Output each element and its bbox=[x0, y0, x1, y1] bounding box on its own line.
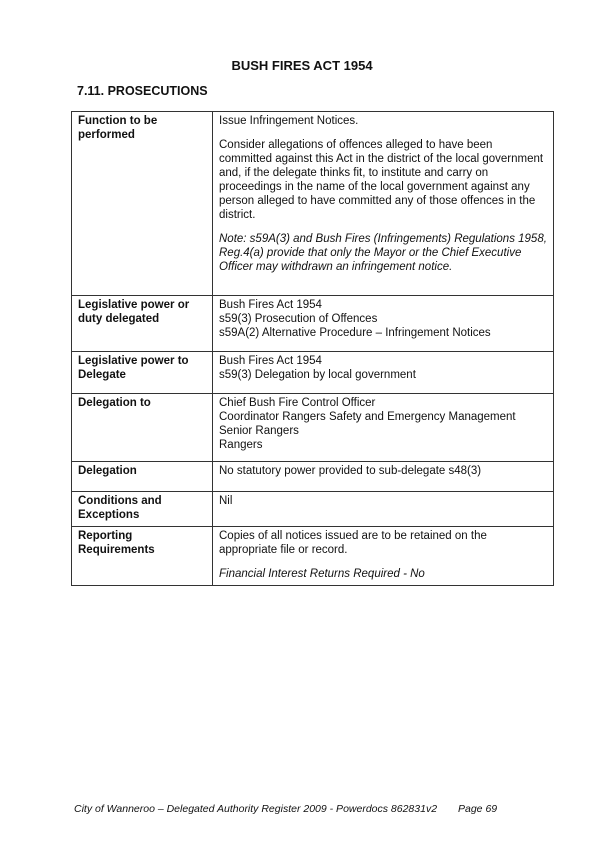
value-line: Coordinator Rangers Safety and Emergency Management bbox=[219, 411, 516, 423]
table-row bbox=[72, 394, 554, 462]
table-row bbox=[72, 527, 554, 586]
section-title: 7.11. PROSECUTIONS bbox=[77, 84, 208, 98]
row-label: Conditions and Exceptions bbox=[72, 492, 213, 527]
value-line: Rangers bbox=[219, 439, 263, 451]
row-label: Function to be performed bbox=[72, 112, 213, 296]
value-line: s59A(2) Alternative Procedure – Infringement Notices bbox=[219, 327, 491, 339]
row-value: No statutory power provided to sub-delegate s48(3) bbox=[213, 462, 554, 492]
reporting-note: Financial Interest Returns Required - No bbox=[219, 568, 425, 580]
value-line: Bush Fires Act 1954 bbox=[219, 355, 322, 367]
page-number: Page 69 bbox=[458, 803, 498, 815]
table-row bbox=[72, 296, 554, 352]
value-line: s59(3) Prosecution of Offences bbox=[219, 313, 378, 325]
value-line: Chief Bush Fire Control Officer bbox=[219, 397, 376, 409]
table-row bbox=[72, 462, 554, 492]
row-value bbox=[213, 527, 554, 586]
row-label: Delegation bbox=[72, 462, 213, 492]
function-text: Consider allegations of offences alleged to have been committed against this Act in the district of the local government and, if the delegate thinks fit, to institute and carry on proceedings in the name of the local government against any person alleged to have committed any of those offences in the district. bbox=[219, 139, 544, 221]
row-value: Nil bbox=[213, 492, 554, 527]
delegation-table bbox=[71, 111, 554, 586]
row-label: Delegation to bbox=[72, 394, 213, 462]
function-text: Issue Infringement Notices. bbox=[219, 115, 359, 127]
table-row bbox=[72, 492, 554, 527]
function-note: Note: s59A(3) and Bush Fires (Infringements) Regulations 1958, Reg.4(a) provide that only the Mayor or the Chief Executive Officer may withdrawn an infringement notice. bbox=[219, 233, 547, 273]
table-row bbox=[72, 352, 554, 394]
row-value bbox=[213, 394, 554, 462]
row-label: Legislative power to Delegate bbox=[72, 352, 213, 394]
value-line: Bush Fires Act 1954 bbox=[219, 299, 322, 311]
footer-text: City of Wanneroo – Delegated Authority Register 2009 - Powerdocs 862831v2 bbox=[74, 803, 438, 815]
table-row bbox=[72, 112, 554, 296]
document-title: BUSH FIRES ACT 1954 bbox=[231, 58, 373, 73]
row-value bbox=[213, 112, 554, 296]
value-line: Senior Rangers bbox=[219, 425, 299, 437]
reporting-text: Copies of all notices issued are to be retained on the appropriate file or record. bbox=[219, 530, 487, 556]
row-label: Reporting Requirements bbox=[72, 527, 213, 586]
row-label: Legislative power or duty delegated bbox=[72, 296, 213, 352]
row-value bbox=[213, 352, 554, 394]
value-line: s59(3) Delegation by local government bbox=[219, 369, 416, 381]
row-value bbox=[213, 296, 554, 352]
